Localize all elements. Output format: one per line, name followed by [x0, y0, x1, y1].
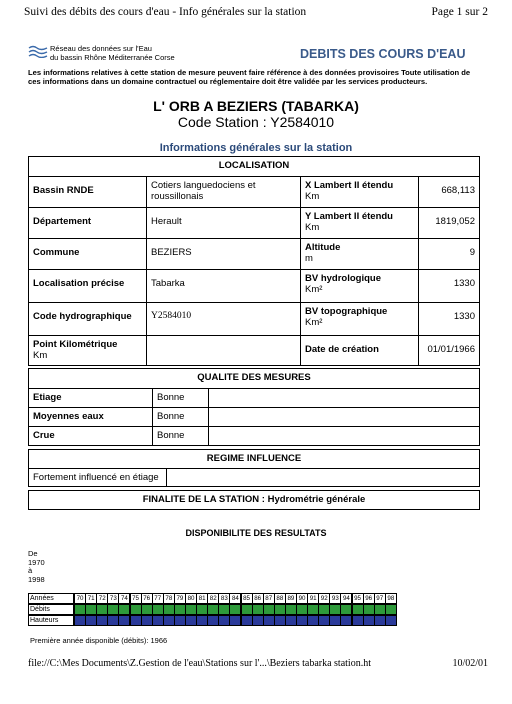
- section-title: Informations générales sur la station: [159, 142, 353, 154]
- year-range: De 1970 à 1998: [28, 549, 45, 584]
- qualite-blank-crue: [209, 427, 480, 446]
- loc-label2-2: [301, 239, 419, 270]
- year-cell: 70: [74, 593, 86, 604]
- page-header-title: Suivi des débits des cours d'eau - Info générales sur la station: [24, 6, 307, 18]
- year-cell: 95: [352, 593, 364, 604]
- qualite-label-crue: Crue: [29, 427, 153, 446]
- loc-label-text: Département: [33, 216, 92, 227]
- qualite-label-etiage: Etiage: [29, 389, 153, 408]
- loc-value-0: [147, 177, 301, 208]
- loc-label-0: [29, 177, 147, 208]
- loc-unit2-text: Km: [305, 222, 320, 233]
- loc-label2-5: [301, 336, 419, 366]
- loc-label-text: Code hydrographique: [33, 311, 132, 322]
- loc-value-text: Y2584010: [151, 311, 192, 321]
- footer-file-path: file://C:\Mes Documents\Z.Gestion de l'eau\Stations sur l'...\Beziers tabarka station.ht: [28, 658, 371, 669]
- year-cell: 97: [374, 593, 386, 604]
- localisation-table: [28, 156, 480, 366]
- year-cell: 96: [363, 593, 375, 604]
- loc-value2-3: [419, 270, 480, 303]
- page-number: Page 1 sur 2: [431, 6, 488, 18]
- availability-grid: [28, 593, 398, 635]
- loc-label2-text: BV hydrologique: [305, 273, 381, 284]
- year-cell: 73: [107, 593, 119, 604]
- loc-value2-text: 9: [469, 247, 475, 258]
- finalite-box: [28, 490, 480, 510]
- year-cell: 87: [263, 593, 275, 604]
- document-title: DEBITS DES COURS D'EAU: [300, 47, 466, 61]
- loc-value-2: [147, 239, 301, 270]
- localisation-heading: LOCALISATION: [29, 157, 480, 177]
- year-cell: 81: [196, 593, 208, 604]
- regime-heading: REGIME INFLUENCE: [29, 450, 480, 469]
- loc-value2-text: 1330: [453, 278, 475, 289]
- footer-date: 10/02/01: [452, 658, 488, 669]
- network-logo-icon: [28, 44, 48, 58]
- network-name: Réseau des données sur l'Eau du bassin Rhône Méditerranée Corse: [50, 44, 175, 62]
- qualite-heading: QUALITE DES MESURES: [29, 369, 480, 389]
- regime-value: Fortement influencé en étiage: [29, 469, 167, 487]
- year-cell: 77: [152, 593, 164, 604]
- year-cell: 88: [274, 593, 286, 604]
- qualite-blank-etiage: [209, 389, 480, 408]
- year-cell: 86: [252, 593, 264, 604]
- loc-value2-2: [419, 239, 480, 270]
- loc-value2-text: 01/01/1966: [427, 344, 475, 355]
- qualite-value-moyennes: Bonne: [153, 408, 209, 427]
- year-cell: 75: [130, 593, 142, 604]
- qualite-value-crue: Bonne: [153, 427, 209, 446]
- qualite-blank-moyennes: [209, 408, 480, 427]
- year-cell: 84: [229, 593, 241, 604]
- loc-value-1: [147, 208, 301, 239]
- year-cell: 92: [318, 593, 330, 604]
- loc-label2-1: [301, 208, 419, 239]
- station-code: Code Station : Y2584010: [177, 114, 335, 130]
- year-cell: 82: [207, 593, 219, 604]
- grid-label-debits: Débits: [28, 604, 74, 615]
- loc-value2-0: [419, 177, 480, 208]
- debits-cell: [385, 604, 397, 615]
- loc-value-4: [147, 303, 301, 336]
- disponibilite-heading: DISPONIBILITE DES RESULTATS: [185, 528, 327, 538]
- loc-label-2: [29, 239, 147, 270]
- loc-label-text: Commune: [33, 247, 80, 258]
- loc-value2-text: 1330: [453, 311, 475, 322]
- year-cell: 71: [85, 593, 97, 604]
- loc-label-5: [29, 336, 147, 366]
- loc-label-text: Bassin RNDE: [33, 185, 94, 196]
- grid-label-annees: Années: [28, 593, 74, 604]
- loc-label-1: [29, 208, 147, 239]
- first-year-note: Première année disponible (débits): 1966: [30, 636, 168, 645]
- loc-label2-0: [301, 177, 419, 208]
- year-cell: 94: [340, 593, 352, 604]
- year-cell: 93: [329, 593, 341, 604]
- year-cell: 85: [241, 593, 253, 604]
- loc-unit2-text: Km²: [305, 317, 323, 328]
- year-cell: 83: [218, 593, 230, 604]
- finalite-text: FINALITE DE LA STATION : Hydrométrie générale: [142, 494, 366, 505]
- regime-table: [28, 449, 480, 487]
- loc-value-5: [147, 336, 301, 366]
- loc-value-text: BEZIERS: [151, 247, 192, 258]
- year-cell: 89: [285, 593, 297, 604]
- year-cell: 90: [296, 593, 308, 604]
- year-cell: 76: [141, 593, 153, 604]
- station-name: L' ORB A BEZIERS (TABARKA): [153, 98, 359, 114]
- loc-unit2-text: m: [305, 253, 313, 264]
- year-cell: 79: [174, 593, 186, 604]
- year-cell: 91: [307, 593, 319, 604]
- year-cell: 80: [185, 593, 197, 604]
- loc-unit2-text: Km²: [305, 284, 323, 295]
- loc-value2-1: [419, 208, 480, 239]
- loc-value-3: [147, 270, 301, 303]
- loc-value-text: Cotiers languedociens et roussillonais: [151, 180, 256, 202]
- loc-label-4: [29, 303, 147, 336]
- loc-label2-text: Y Lambert II étendu: [305, 211, 393, 222]
- year-cell: 74: [118, 593, 130, 604]
- hauteurs-cell: [385, 615, 397, 626]
- loc-value-text: Herault: [151, 216, 182, 227]
- loc-label2-text: Date de création: [305, 344, 379, 355]
- loc-value-text: Tabarka: [151, 278, 185, 289]
- loc-value2-text: 668,113: [441, 185, 475, 196]
- loc-value2-5: [419, 336, 480, 366]
- grid-label-hauteurs: Hauteurs: [28, 615, 74, 626]
- loc-value2-4: [419, 303, 480, 336]
- loc-label2-4: [301, 303, 419, 336]
- regime-blank: [167, 469, 480, 487]
- loc-label-text: Point Kilométrique: [33, 339, 118, 350]
- loc-label2-3: [301, 270, 419, 303]
- loc-label-3: [29, 270, 147, 303]
- disclaimer: Les informations relatives à cette station de mesure peuvent faire référence à des données provisoires Toute utilisation de ces informations dans un domaine contractuel ou réglementaire doit être validée par les services producteurs.: [28, 68, 471, 86]
- loc-value2-text: 1819,052: [435, 216, 475, 227]
- qualite-label-moyennes: Moyennes eaux: [29, 408, 153, 427]
- loc-label-text: Localisation précise: [33, 278, 125, 289]
- loc-label2-text: Altitude: [305, 242, 341, 253]
- year-cell: 98: [385, 593, 397, 604]
- year-cell: 72: [96, 593, 108, 604]
- year-cell: 78: [163, 593, 175, 604]
- loc-unit2-text: Km: [305, 191, 320, 202]
- loc-label2-text: X Lambert II étendu: [305, 180, 394, 191]
- qualite-table: [28, 368, 480, 446]
- loc-label2-text: BV topographique: [305, 306, 388, 317]
- qualite-value-etiage: Bonne: [153, 389, 209, 408]
- loc-unit-text: Km: [33, 350, 48, 361]
